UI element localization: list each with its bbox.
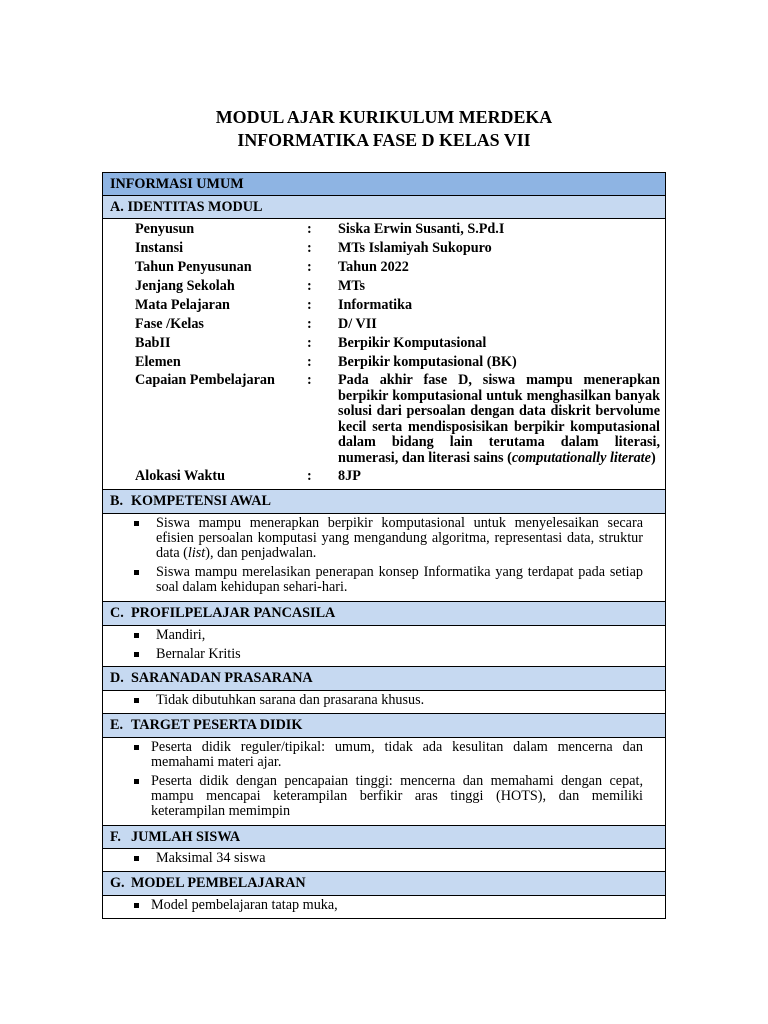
section-letter: E. [110,717,124,733]
list-item [103,693,643,708]
field-label: Penyusun [135,221,195,237]
list-item [103,774,643,819]
section-header-model-pembelajaran [103,871,665,895]
list-item [103,565,643,595]
list-item [103,628,643,643]
section-letter: G. [110,875,125,891]
square-bullet-icon [134,570,139,575]
field-label: Tahun Penyusunan [135,259,252,275]
field-label: Alokasi Waktu [135,467,226,484]
list-item [103,851,643,866]
list-item [103,898,643,913]
field-separator: : [307,354,312,370]
section-title: KOMPETENSI AWAL [131,493,271,509]
document-title [0,106,768,152]
field-label: Instansi [135,240,184,256]
section-body-sarana-prasarana [103,690,665,713]
section-body-kompetensi-awal [103,513,665,601]
section-letter: C. [110,605,124,621]
list-item-italic-term: list [187,545,206,561]
list-item-text: Peserta didik dengan pencapaian tinggi: mencerna dan memahami dengan cepat, mampu mencapai keterampilan berfikir aras tinggi (HOTS), dan memiliki keterampilan memimpin [151,773,643,819]
field-label: Capaian Pembelajaran [135,372,275,388]
field-separator: : [307,372,312,388]
square-bullet-icon [134,903,139,908]
square-bullet-icon [134,633,139,638]
capaian-italic-term: computationally literate [511,449,651,466]
square-bullet-icon [134,779,139,784]
field-row-bab [135,334,665,353]
field-value: Berpikir Komputasional [338,335,487,351]
field-row-elemen [135,353,665,372]
section-title: PROFILPELAJAR PANCASILA [131,605,336,621]
title-line-1: MODUL AJAR KURIKULUM MERDEKA [215,107,553,127]
title-line-2: INFORMATIKA FASE D KELAS VII [237,130,531,150]
field-separator: : [307,240,312,256]
list-item-text: Model pembelajaran tatap muka, [151,897,338,913]
section-body-target-peserta-didik [103,737,665,825]
list-item-text-end: ), dan penjadwalan. [205,545,317,561]
square-bullet-icon [134,521,139,526]
capaian-pembelajaran-value [338,373,660,467]
field-row-fase-kelas [135,315,665,334]
field-row-alokasi-waktu [135,467,665,486]
section-header-identitas-modul [103,195,665,218]
field-row-mata-pelajaran [135,296,665,315]
field-value: MTs [338,278,366,294]
section-body-jumlah-siswa [103,848,665,871]
section-letter: F. [110,829,121,845]
info-header-label: INFORMASI UMUM [110,176,244,192]
section-title: MODEL PEMBELAJARAN [131,875,306,891]
field-value: 8JP [338,467,361,484]
section-header-kompetensi-awal [103,489,665,513]
field-row-instansi [135,239,665,258]
field-label: Mata Pelajaran [135,297,230,313]
section-title: TARGET PESERTA DIDIK [131,717,303,733]
section-body-identitas-modul [103,218,665,489]
square-bullet-icon [134,652,139,657]
list-item [103,647,643,662]
list-item-text: Peserta didik reguler/tipikal: umum, tidak ada kesulitan dalam mencerna dan memahami materi ajar. [151,739,643,770]
field-separator: : [307,278,312,294]
section-header-profil-pelajar [103,601,665,625]
list-item-text: Bernalar Kritis [156,646,241,662]
square-bullet-icon [134,856,139,861]
field-row-jenjang-sekolah [135,277,665,296]
info-table [102,172,666,919]
section-body-model-pembelajaran [103,895,665,918]
field-value: MTs Islamiyah Sukopuro [338,240,492,256]
section-header-jumlah-siswa [103,825,665,848]
field-row-penyusun [135,220,665,239]
list-item-text: Maksimal 34 siswa [156,850,266,866]
section-body-profil-pelajar [103,625,665,666]
field-row-capaian-pembelajaran [135,372,665,467]
section-title: IDENTITAS MODUL [127,199,263,215]
list-item-text: Siswa mampu merelasikan penerapan konsep Informatika yang terdapat pada setiap soal dalam kehidupan sehari-hari. [156,564,643,595]
field-value: Siska Erwin Susanti, S.Pd.I [338,221,505,237]
field-separator: : [307,259,312,275]
section-title: JUMLAH SISWA [131,829,241,845]
field-separator: : [307,335,312,351]
section-letter: A. [110,199,124,215]
section-title: SARANADAN PRASARANA [131,670,313,686]
field-separator: : [307,316,312,332]
field-value: Informatika [338,297,413,313]
field-separator: : [307,221,312,237]
field-value: D/ VII [338,316,377,332]
info-header-row [103,173,665,195]
list-item [103,516,643,561]
field-label: BabII [135,335,171,351]
square-bullet-icon [134,698,139,703]
list-item-text: Mandiri, [156,627,206,643]
list-item-text: Siswa mampu menerapkan berpikir komputasional untuk menyelesaikan secara efisien persoalan komputasi yang mengandung algoritma, representasi data, struktur data ( [156,515,643,561]
capaian-closing: ) [650,449,656,466]
list-item-text: Tidak dibutuhkan sarana dan prasarana khusus. [156,692,425,708]
capaian-text: Pada akhir fase D, siswa mampu menerapkan berpikir komputasional untuk menghasilkan banyak solusi dari persoalan dengan data diskrit bervolume kecil serta mendisposisikan berpikir komputasional dalam bidang lain terutama dalam literasi, numerasi, dan literasi sains ( [338,372,660,466]
section-header-sarana-prasarana [103,666,665,690]
field-separator: : [307,297,312,313]
field-separator: : [307,467,312,484]
section-header-target-peserta-didik [103,713,665,737]
section-letter: B. [110,493,124,509]
list-item [103,740,643,770]
field-value: Berpikir komputasional (BK) [338,354,517,370]
field-label: Fase /Kelas [135,316,204,332]
field-row-tahun-penyusunan [135,258,665,277]
field-label: Jenjang Sekolah [135,278,235,294]
section-letter: D. [110,670,124,686]
field-value: Tahun 2022 [338,259,409,275]
field-label: Elemen [135,354,181,370]
square-bullet-icon [134,745,139,750]
